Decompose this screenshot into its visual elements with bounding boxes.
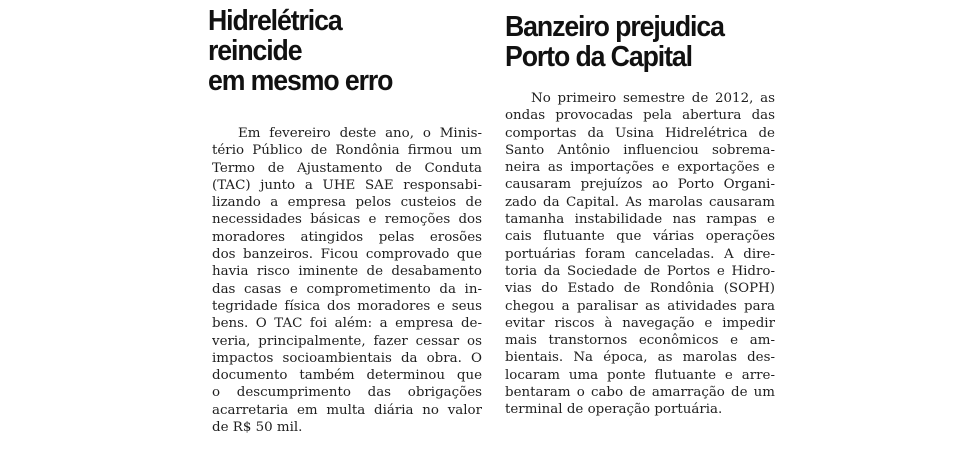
body-line: evitar riscos à navegação e impedir bbox=[505, 315, 775, 331]
body-line: ondas provocadas pela abertura das bbox=[505, 108, 775, 124]
body-line: Santo Antônio influenciou sobrema- bbox=[505, 142, 775, 158]
body-line: Em fevereiro deste ano, o Minis- bbox=[238, 126, 482, 141]
article-body-hidreletrica bbox=[212, 125, 482, 436]
body-line: comportas da Usina Hidrelétrica de bbox=[505, 125, 775, 141]
article-banzeiro bbox=[505, 0, 777, 419]
body-line: bientais. Na época, as marolas des- bbox=[505, 350, 775, 366]
body-line: portuárias foram canceladas. A dire- bbox=[505, 246, 775, 262]
body-line: (TAC) junto a UHE SAE responsabi- bbox=[212, 177, 482, 193]
body-line: impactos socioambientais da obra. O bbox=[212, 350, 482, 366]
body-line: cais flutuante que várias operações bbox=[505, 229, 775, 245]
headline-line: Banzeiro prejudica bbox=[505, 11, 724, 43]
body-line: o descumprimento das obrigações bbox=[212, 385, 482, 401]
article-body-banzeiro bbox=[505, 90, 775, 419]
body-line: moradores atingidos pelas erosões bbox=[212, 229, 482, 245]
body-line: Termo de Ajustamento de Conduta bbox=[212, 160, 482, 176]
body-line: de R$ 50 mil. bbox=[212, 420, 303, 436]
headline-line: Porto da Capital bbox=[505, 41, 692, 73]
body-line: bentaram o cabo de amarração de um bbox=[505, 385, 775, 401]
body-line: acarretaria em multa diária no valor bbox=[212, 402, 482, 418]
body-line: lizando a empresa pelos custeios de bbox=[212, 195, 482, 211]
body-line: das casas e comprometimento da in- bbox=[212, 281, 482, 297]
body-line: zado da Capital. As marolas causaram bbox=[505, 194, 775, 210]
body-line: vias do Estado de Rondônia (SOPH) bbox=[505, 281, 775, 297]
body-line: tério Público de Rondônia firmou um bbox=[212, 143, 482, 159]
body-line: chegou a paralisar as atividades para bbox=[505, 298, 775, 314]
headline-line: reincide bbox=[208, 35, 302, 67]
headline-hidreletrica bbox=[208, 0, 464, 96]
body-line: toria da Sociedade de Portos e Hidro- bbox=[505, 263, 775, 279]
headline-line: em mesmo erro bbox=[208, 65, 393, 97]
body-line: havia risco iminente de desabamento bbox=[212, 264, 482, 280]
body-line: No primeiro semestre de 2012, as bbox=[531, 91, 775, 106]
body-line: causaram prejuízos ao Porto Organi- bbox=[505, 177, 775, 193]
body-line: bens. O TAC foi além: a empresa de- bbox=[212, 316, 482, 332]
body-line: documento também determinou que bbox=[212, 368, 482, 384]
body-line: tegridade física dos moradores e seus bbox=[212, 298, 482, 314]
body-line: locaram uma ponte flutuante e arre- bbox=[505, 367, 775, 383]
body-line: tamanha instabilidade nas rampas e bbox=[505, 212, 775, 228]
headline-line: Hidrelétrica bbox=[208, 5, 342, 37]
body-line: veria, principalmente, fazer cessar os bbox=[212, 333, 482, 349]
body-line: dos banzeiros. Ficou comprovado que bbox=[212, 247, 482, 263]
headline-banzeiro bbox=[505, 0, 755, 72]
article-hidreletrica bbox=[208, 0, 486, 436]
body-line: neira as importações e exportações e bbox=[505, 160, 775, 176]
body-line: necessidades básicas e remoções dos bbox=[212, 212, 482, 228]
body-line: mais transtornos econômicos e am- bbox=[505, 333, 775, 349]
body-line: terminal de operação portuária. bbox=[505, 402, 723, 418]
